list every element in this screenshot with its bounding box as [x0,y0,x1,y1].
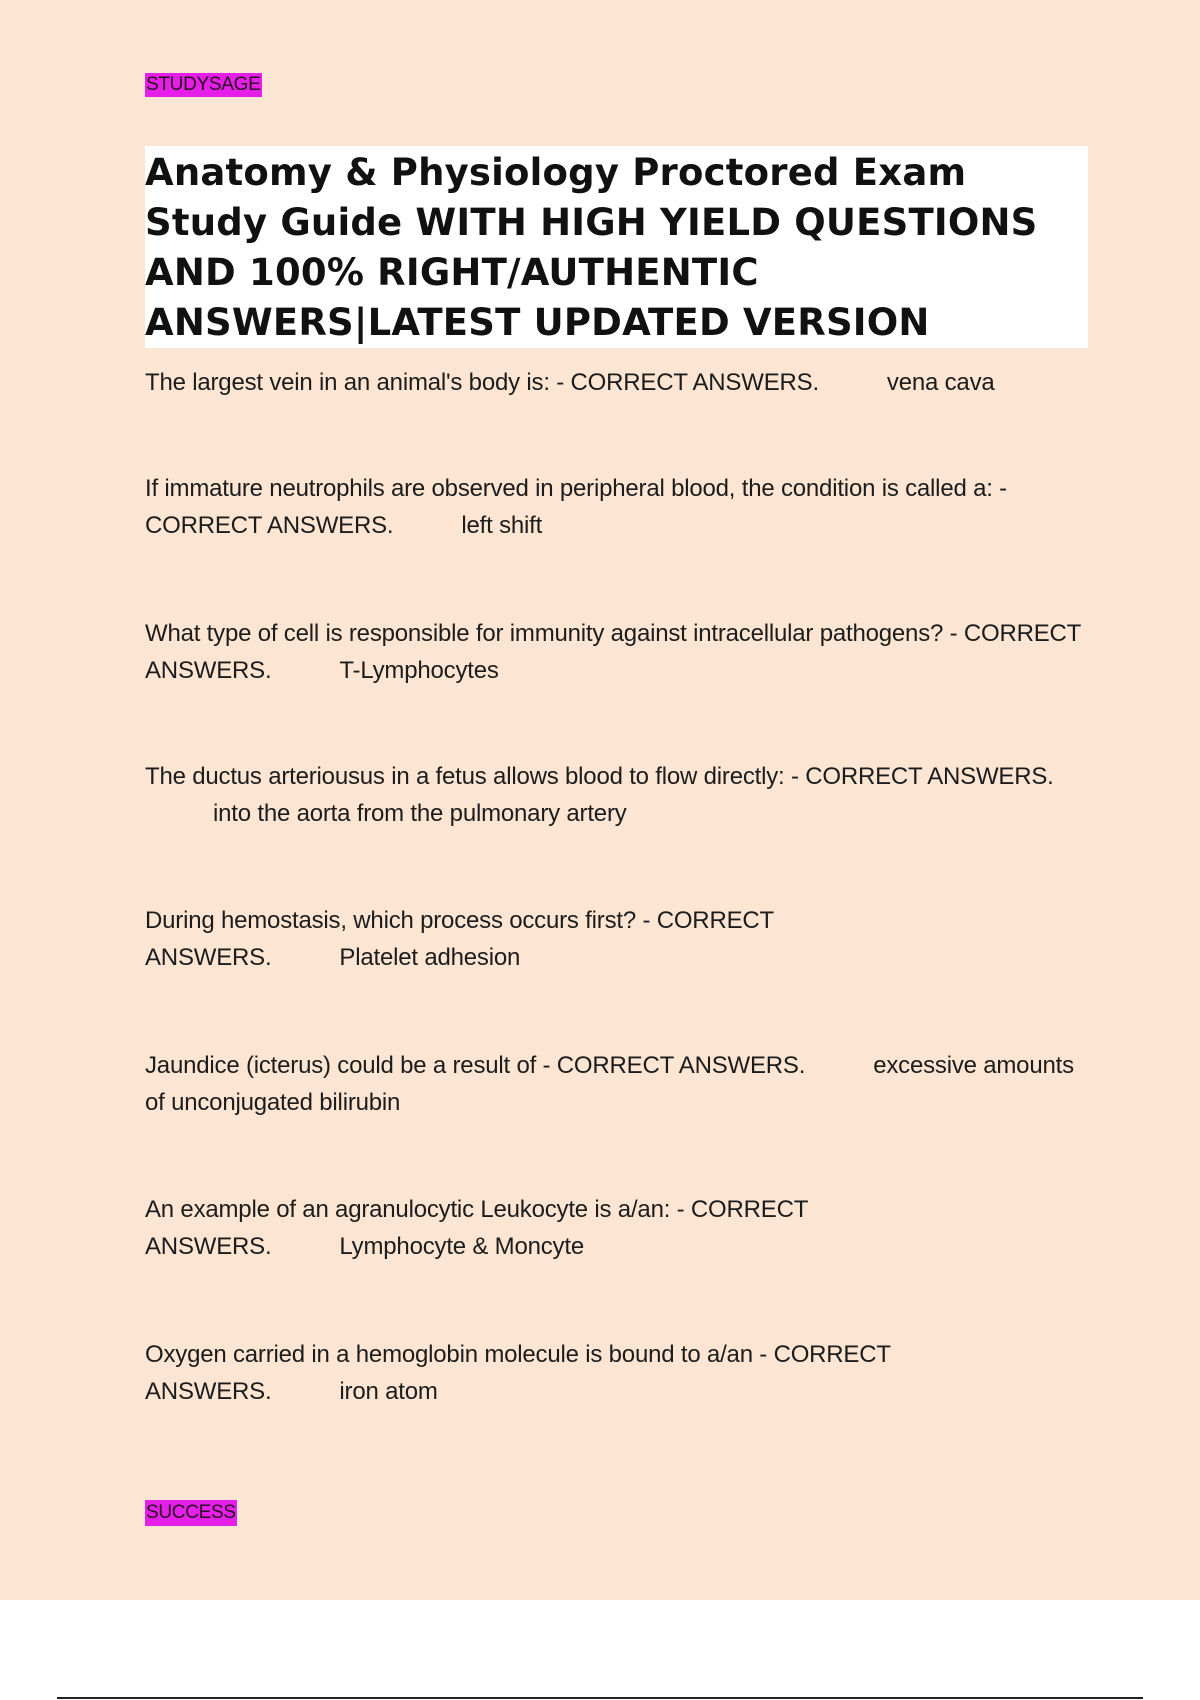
question-text: The ductus arteriousus in a fetus allows blood to flow directly: - CORRECT ANSWERS. [145,763,1054,790]
question-text: The largest vein in an animal's body is: - CORRECT ANSWERS. [145,369,819,396]
answer-text: into the aorta from the pulmonary artery [213,800,627,827]
qa-item-7 [145,1191,865,1265]
question-text: If immature neutrophils are observed in peripheral blood, the condition is called a: - CORRECT ANSWERS. [145,475,1007,539]
answer-text: left shift [461,512,543,539]
question-text: During hemostasis, which process occurs first? - CORRECT ANSWERS. [145,907,774,971]
qa-item-3 [145,615,1085,689]
qa-item-1 [145,364,1085,401]
question-text: Oxygen carried in a hemoglobin molecule is bound to a/an - CORRECT ANSWERS. [145,1341,891,1405]
title-block [145,146,1088,348]
qa-item-6 [145,1047,1085,1121]
answer-text: vena cava [886,369,995,396]
answer-text: Platelet adhesion [339,944,521,971]
header-tag: STUDYSAGE [146,74,261,95]
document-title: Anatomy & Physiology Proctored Exam Study Guide WITH HIGH YIELD QUESTIONS AND 100% RIGHT/AUTHENTIC ANSWERS|LATEST UPDATED VERSION [145,151,1038,344]
qa-item-8 [145,1336,975,1410]
qa-item-2 [145,470,1085,544]
question-text: An example of an agranulocytic Leukocyte is a/an: - CORRECT ANSWERS. [145,1196,808,1260]
answer-text: T-Lymphocytes [339,657,499,684]
question-text: Jaundice (icterus) could be a result of - CORRECT ANSWERS. [145,1052,806,1079]
answer-text: iron atom [339,1378,438,1405]
footer-tag: SUCCESS [145,1500,237,1526]
qa-item-5 [145,902,845,976]
answer-text: Lymphocyte & Moncyte [339,1233,584,1260]
page-divider-line [57,1697,1143,1699]
qa-item-4 [145,758,1085,832]
question-text: What type of cell is responsible for immunity against intracellular pathogens? - CORRECT ANSWERS. [145,620,1081,684]
answer-text: excessive amounts of unconjugated bilirubin [145,1052,1074,1116]
